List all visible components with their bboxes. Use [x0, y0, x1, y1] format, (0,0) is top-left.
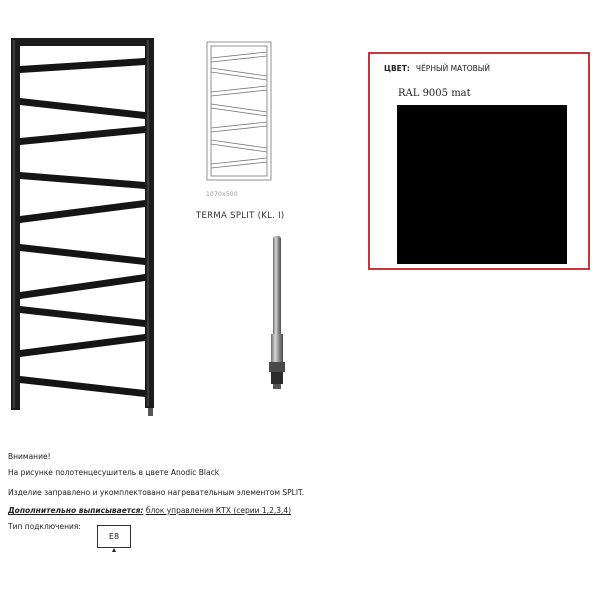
connection-label: Тип подключения: [8, 522, 81, 531]
ral-code: RAL 9005 mat [398, 88, 471, 99]
extra-label: Дополнительно выписывается: [8, 506, 144, 515]
color-swatch [397, 105, 567, 264]
connection-code-box: E8 [97, 525, 131, 548]
color-caption [384, 64, 490, 73]
note-line-3 [8, 506, 291, 515]
connection-marker-icon [112, 548, 116, 552]
note-title: Внимание! [8, 452, 51, 461]
model-name: TERMA SPLIT (KL. I) [196, 211, 285, 221]
radiator-photo [5, 30, 165, 420]
extra-value: блок управления КТХ (серии 1,2,3,4) [145, 506, 292, 515]
drawing-dimensions: 1070x500 [206, 191, 238, 198]
note-line-1: На рисунке полотенцесушитель в цвете Anodic Black [8, 468, 220, 477]
note-line-2: Изделие заправлено и укомплектовано нагревательным элементом SPLIT. [8, 488, 305, 497]
color-value: ЧЁРНЫЙ МАТОВЫЙ [415, 64, 491, 73]
heating-element-photo [262, 234, 292, 394]
color-label: ЦВЕТ: [384, 64, 410, 73]
radiator-line-drawing [205, 40, 275, 185]
